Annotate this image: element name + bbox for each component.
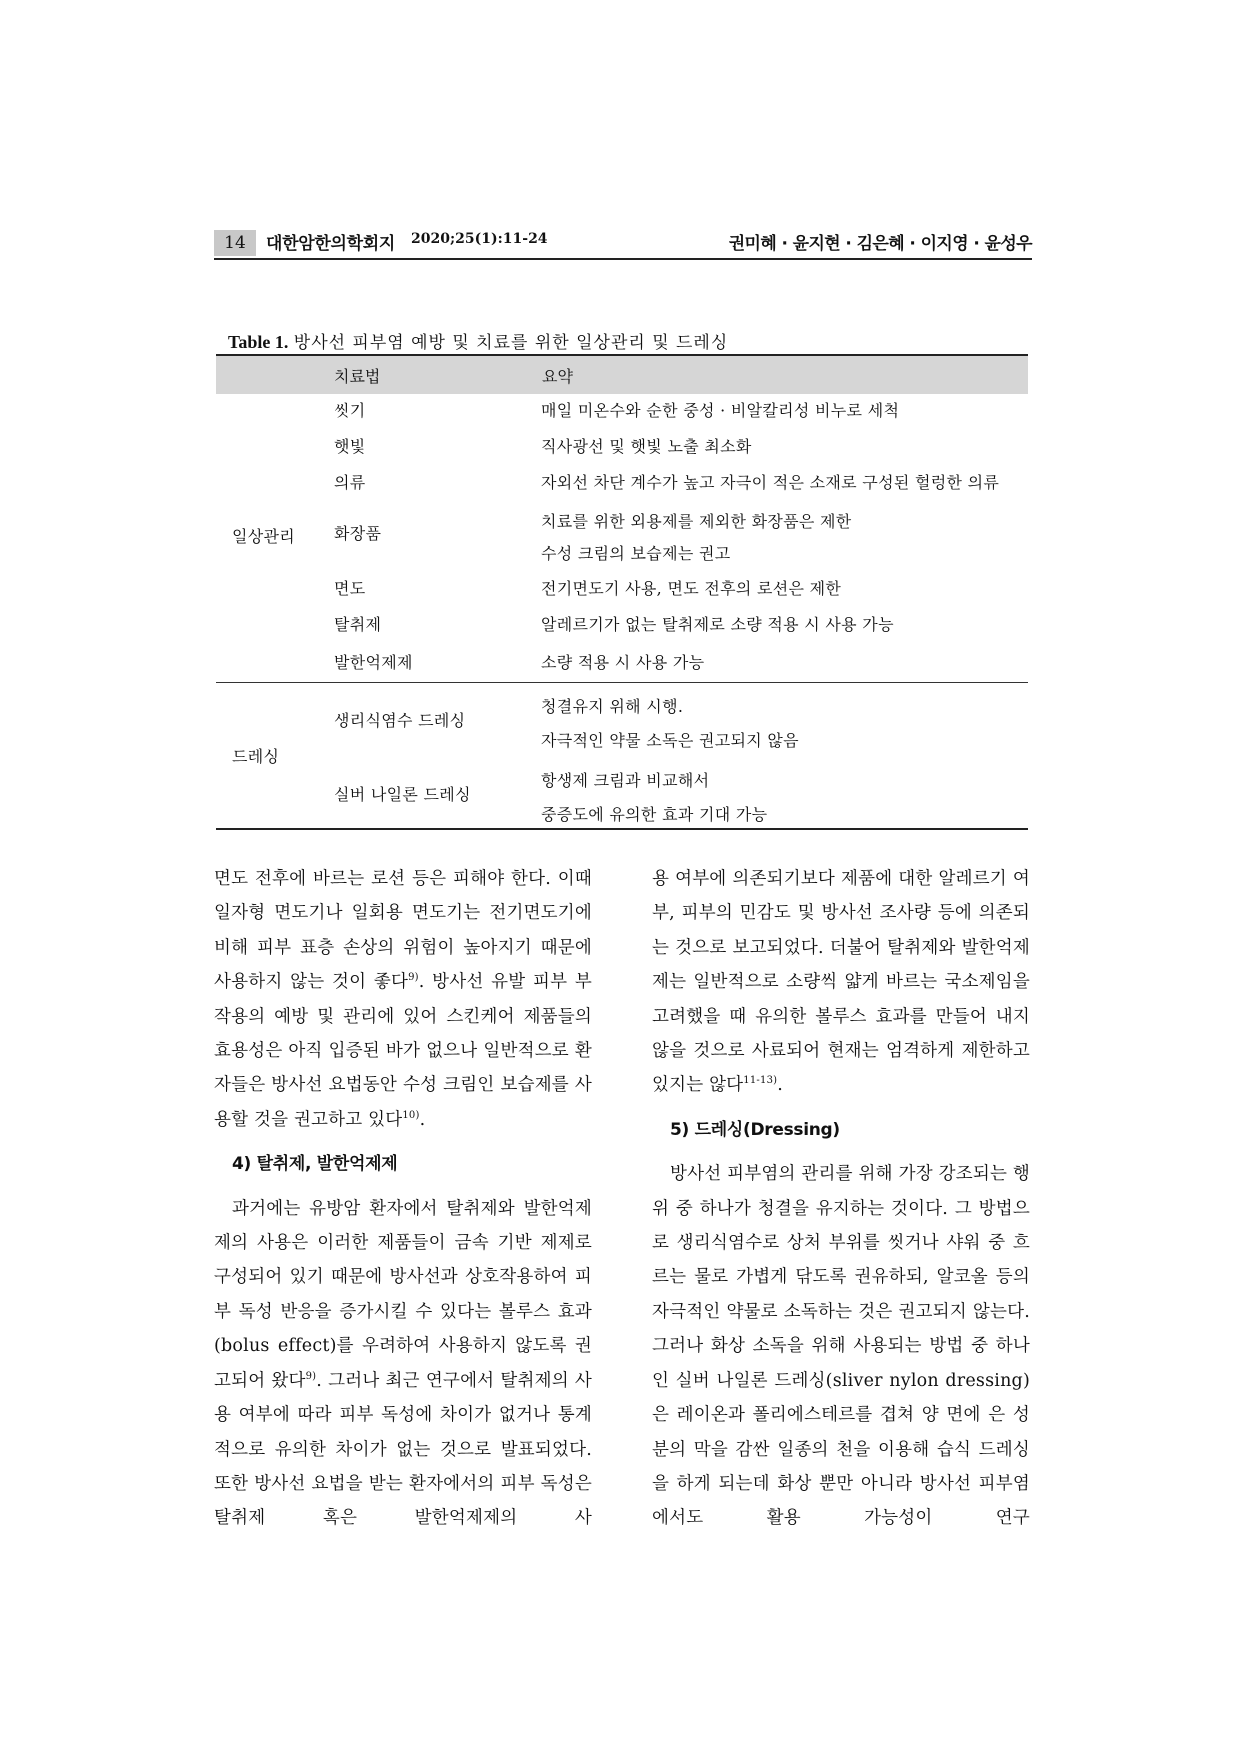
section-heading-5: 5) 드레싱(Dressing) — [670, 1119, 840, 1140]
journal-name: 대한암한의학회지 — [266, 234, 395, 254]
table-summary-cell: 치료를 위한 외용제를 제외한 화장품은 제한 수성 크림의 보습제는 권고 — [541, 512, 852, 563]
citation-ref: 9) — [305, 1370, 317, 1382]
table-summary-cell: 직사광선 및 햇빛 노출 최소화 — [541, 437, 752, 456]
page-number: 14 — [214, 230, 256, 256]
table-summary-cell: 항생제 크림과 비교해서 중증도에 유의한 효과 기대 가능 — [541, 771, 768, 824]
citation-ref: 11-13) — [743, 1075, 778, 1087]
table-method-cell: 탈취제 — [334, 615, 382, 634]
table-method-cell: 화장품 — [334, 524, 382, 543]
paragraph: 면도 전후에 바르는 로션 등은 피해야 한다. 이때 일자형 면도기나 일회용 면도기는 전기면도기에 비해 피부 표층 손상의 위험이 높아지기 때문에 사용하지 않는 것이 좋다$^{9)}$. 방사선 유발 피부 부작용의 예방 및 관리에 있어 스킨케어 제품들의 효용성은 아직 입증된 바가 없으나 일반적으로 환자들은 방사선 요법동안 수성 크림인 보습제를 사용할 것을 권고하고 있다$^{10)}$. — [214, 869, 593, 1130]
table-method-cell: 생리식염수 드레싱 — [334, 711, 466, 730]
citation-ref: 10) — [402, 1110, 420, 1122]
column-header-summary: 요약 — [542, 367, 573, 386]
group-label-dressing: 드레싱 — [232, 747, 280, 766]
body-column-left — [214, 862, 592, 1536]
section-heading-4: 4) 탈취제, 발한억제제 — [232, 1154, 398, 1175]
table-summary-cell: 소량 적용 시 사용 가능 — [541, 653, 705, 672]
table-method-cell: 의류 — [334, 473, 366, 492]
table-method-cell: 햇빛 — [334, 437, 366, 456]
table-caption — [228, 328, 728, 353]
paragraph: 과거에는 유방암 환자에서 탈취제와 발한억제제의 사용은 이러한 제품들이 금속 기반 제제로 구성되어 있기 때문에 방사선과 상호작용하여 피부 독성 반응을 증가시킬 수 있다는 볼루스 효과(bolus effect)를 우려하여 사용하지 않도록 권고되어 왔다$^{9)}$. 그러나 최근 연구에서 탈취제의 사용 여부에 따라 피부 독성에 차이가 없거나 통계적으로 유의한 차이가 없는 것으로 발표되었다. 또한 방사선 요법을 받는 환자에서의 피부 독성은 탈취제 혹은 발한억제제의 사 — [214, 1198, 592, 1529]
table-method-cell: 면도 — [334, 579, 366, 598]
paragraph: 방사선 피부염의 관리를 위해 가장 강조되는 행위 중 하나가 청결을 유지하는 것이다. 그 방법으로 생리식염수로 상처 부위를 씻거나 샤워 중 흐르는 물로 가볍게 닦도록 권유하되, 알코올 등의 자극적인 약물로 소독하는 것은 권고되지 않는다. 그러나 화상 소독을 위해 사용되는 방법 중 하나인 실버 나일론 드레싱(sliver nylon dressing)은 레이온과 폴리에스테르를 겹쳐 양 면에 은 성분의 막을 감싼 일종의 천을 이용해 습식 드레싱을 하게 되는데 화상 뿐만 아니라 방사선 피부염에서도 활용 가능성이 연구 — [652, 1164, 1030, 1529]
table-summary-cell: 알레르기가 없는 탈취제로 소량 적용 시 사용 가능 — [541, 615, 894, 634]
table-method-cell: 씻기 — [334, 401, 366, 420]
authors: 권미혜 · 윤지현 · 김은혜 · 이지영 · 윤성우 — [728, 234, 1032, 254]
table-header-row — [216, 354, 1028, 394]
table-method-cell: 실버 나일론 드레싱 — [334, 785, 471, 804]
group-label-daily-care: 일상관리 — [232, 527, 296, 546]
citation: 2020;25(1):11-24 — [411, 231, 548, 247]
running-header — [214, 228, 1032, 260]
column-header-method: 치료법 — [334, 367, 381, 386]
table-summary-cell: 자외선 차단 계수가 높고 자극이 적은 소재로 구성된 헐렁한 의류 — [541, 473, 1000, 492]
table-group-divider — [216, 682, 1028, 683]
paragraph: 용 여부에 의존되기보다 제품에 대한 알레르기 여부, 피부의 민감도 및 방사선 조사량 등에 의존되는 것으로 보고되었다. 더불어 탈취제와 발한억제제는 일반적으로 소량씩 얇게 바르는 국소제임을 고려했을 때 유의한 볼루스 효과를 만들어 내지 않을 것으로 사료되어 현재는 엄격하게 제한하고 있지는 않다$^{11-13)}$. — [652, 869, 1030, 1096]
body-column-right — [652, 862, 1030, 1536]
citation-ref: 9) — [408, 972, 419, 984]
table-summary-cell: 전기면도기 사용, 면도 전후의 로션은 제한 — [541, 579, 842, 598]
table-method-cell: 발한억제제 — [334, 653, 413, 672]
table-summary-cell: 매일 미온수와 순한 중성 · 비알칼리성 비누로 세척 — [541, 401, 900, 420]
table-summary-cell: 청결유지 위해 시행. 자극적인 약물 소독은 권고되지 않음 — [541, 697, 799, 750]
table-label: Table 1. — [228, 332, 289, 352]
table-bottom-rule — [216, 828, 1028, 830]
table-caption-text: 방사선 피부염 예방 및 치료를 위한 일상관리 및 드레싱 — [293, 333, 729, 353]
